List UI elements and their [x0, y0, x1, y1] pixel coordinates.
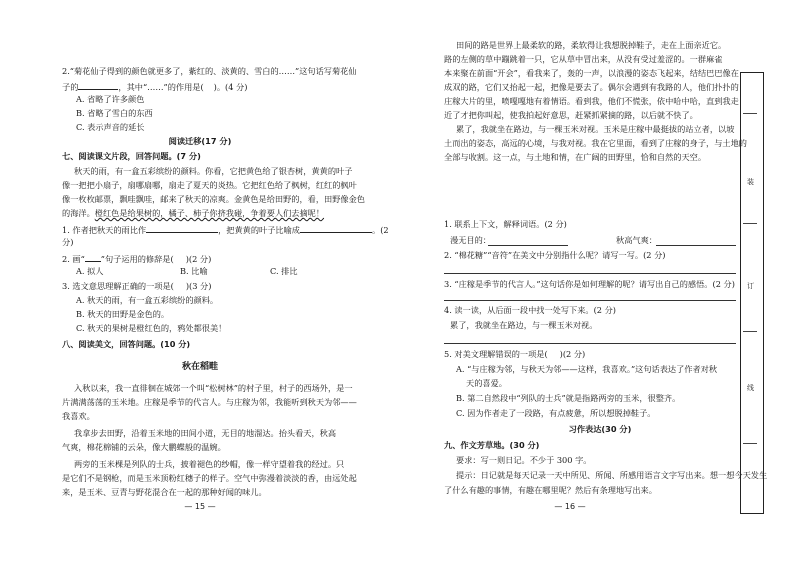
- r-q5: 5. 对美文理解错误的一项是( )(2 分): [444, 349, 586, 359]
- s9-requirement: 要求：写一则日记。不少于 300 字。: [456, 455, 592, 465]
- r-q5-option-c[interactable]: C. 因为作者走了一段路，有点疲惫，所以想脱掉鞋子。: [456, 408, 656, 418]
- essay-line: 成双的路，它们又抬起一起，把像是要去了。偶尔会遇到有我路的人，他们扑扑的: [444, 82, 739, 92]
- s7-q3-option-a[interactable]: A. 秋天的雨，有一盒五彩缤纷的颜料。: [76, 295, 219, 305]
- s7-paragraph-line: 像一枚枚邮票，飘哇飘哇，邮来了秋天的凉爽。金黄色是给田野的，看，田野像金色: [62, 194, 365, 204]
- r-q1-word2: 秋高气爽：: [616, 235, 657, 245]
- s7-q1-score: 分): [62, 237, 74, 247]
- answer-blank[interactable]: [78, 80, 118, 90]
- s9-tip-line1: 提示：日记就是每天记录一天中所见、所闻、所感用语言文字写出来。想一想今天发生: [456, 470, 768, 480]
- s7-q3: 3. 选文意思理解正确的一项是( )(3 分): [62, 281, 212, 291]
- q2-line2: 子的 ，其中“……”的作用是( )。(4 分): [62, 82, 248, 92]
- essay-line: 土而出的姿态，高远的心境，与我对视。我在它里面，看到了庄稼的身子，与土地的: [444, 138, 747, 148]
- essay-line: 片满满荡荡的玉米地。庄稼是季节的代言人。与庄稼为邻，我能听到秋天为邻——: [62, 397, 357, 407]
- answer-line[interactable]: [444, 300, 736, 301]
- q2-option-a[interactable]: A. 省略了许多颜色: [76, 94, 145, 104]
- s7-paragraph-line: 秋天的雨，有一盒五彩缤纷的颜料。你看，它把黄色给了银杏树，黄黄的叶子: [74, 166, 353, 176]
- section-9-title: 九、作文芳草地。(30 分): [444, 440, 540, 450]
- section-writing-title: 习作表达(30 分): [568, 424, 632, 434]
- answer-line[interactable]: [444, 343, 736, 344]
- page-number: — 15 —: [184, 502, 216, 511]
- essay-line: 全部与收割。这一点，与土地和情，在广阔的田野里，恰和自然的天空。: [444, 152, 707, 162]
- essay-line: 我喜欢。: [62, 411, 95, 421]
- section-8-title: 八、阅读美文，回答问题。(10 分): [62, 339, 191, 349]
- r-q2: 2. “棉花糖”“音符”在美文中分别指什么呢？请写一写。(2 分): [444, 250, 666, 260]
- binding-char: 线: [747, 384, 754, 392]
- essay-line: 田间的路是世界上最柔软的路，柔软得让我想脱掉鞋子，走在上面亲近它。: [456, 40, 727, 50]
- binding-char: 装: [747, 178, 754, 186]
- essay-line: 我拿步去田野，沿着玉米地的田间小道，无目的地溜达。抬头看天，秋高: [74, 428, 337, 438]
- r-q1: 1. 联系上下文，解释词语。(2 分): [444, 219, 567, 229]
- essay-line: 两旁的玉米棵是列队的士兵，披着褪色的纱帽，像一样守望着我的经过。只: [74, 459, 345, 469]
- answer-line[interactable]: [444, 273, 736, 274]
- essay-line: 入秋以来，我一直徘徊在城郊一个叫“松树林”的村子里，村子的西场外，是一: [74, 383, 353, 393]
- answer-line[interactable]: [488, 245, 568, 246]
- s7-q2-option-c[interactable]: C. 排比: [270, 266, 298, 276]
- s7-q1: 1. 作者把秋天的雨比作 ，把黄黄的叶子比喻成 。(2: [62, 225, 389, 235]
- binding-margin: [740, 72, 764, 514]
- r-q3: 3. “庄稼是季节的代言人。”这句话你是如何理解的呢？请写出自己的感悟。(2 分): [444, 279, 735, 289]
- essay-title: 秋在稻畦: [181, 362, 218, 372]
- q2-option-c[interactable]: C. 表示声音的延长: [76, 122, 145, 132]
- s7-paragraph-line: 的海洋。橙红色是给果树的，橘子、柿子你挤我碰，争着要人们去摘呢！: [62, 208, 325, 218]
- s7-q3-option-c[interactable]: C. 秋天的果树是橙红色的，鸦处都很美！: [76, 323, 227, 333]
- binding-char: 订: [747, 282, 754, 290]
- r-q4: 4. 读一读，从后面一段中找一处写下来。(2 分): [444, 305, 616, 315]
- s9-tip-line2: 了什么有趣的事情，有趣在哪里呢？然后有条理地写出来。: [444, 485, 657, 495]
- section-reading-title: 阅读迁移(17 分): [168, 136, 232, 146]
- underlined-sentence: 橙红色是给果树的，橘子、柿子你挤我碰，争着要人们去摘呢！: [94, 208, 325, 218]
- section-7-title: 七、阅读课文片段，回答问题。(7 分): [62, 151, 201, 161]
- essay-line: 来，是玉米、豆青与野花混合在一起的那种好闻的味儿。: [62, 487, 267, 497]
- r-q5-option-a-cont: 天的喜爱。: [466, 378, 507, 388]
- essay-line: 路的左侧的草中蹦跳着一只，它从草中冒出来，从没有受过羞涩的。一群麻雀: [444, 54, 723, 64]
- answer-line[interactable]: [656, 245, 736, 246]
- s7-q3-option-b[interactable]: B. 秋天的田野是金色的。: [76, 309, 170, 319]
- essay-line: 累了，我就坐在路边，与一棵玉米对视。玉米是庄稼中最挺拔的站立者，以坡: [456, 124, 735, 134]
- essay-line: 本来聚在前面“开会”，看我来了，轰的一声，以浪漫的姿态飞起来，结结巴巴像在: [444, 68, 739, 78]
- r-q5-option-b[interactable]: B. 第二自然段中“列队的士兵”就是指路两旁的玉米，很整齐。: [456, 393, 681, 403]
- s7-q2-option-b[interactable]: B. 比喻: [180, 266, 208, 276]
- essay-line: 庄稼大片的里，喷嘎嘎地有着情语。看到我，他们不慌张，依中哈中哈，直到我走: [444, 96, 739, 106]
- s7-paragraph-line: 像一把把小扇子，扇哪扇哪，扇走了夏天的炎热。它把红色给了枫树，红红的枫叶: [62, 180, 357, 190]
- essay-line: 气爽，棉花棉铺的云朵，像大鹏蝶般的温婉。: [62, 442, 226, 452]
- essay-line: 是它们不是钢枪，而是玉米顶粉红穗子的样子。空气中弥漫着淡淡的香，由远处起: [62, 473, 357, 483]
- page-number: — 16 —: [554, 502, 586, 511]
- essay-line: 近了才把你叫起，使我拍起好意思，赶紧抓紧摘的路，以后就不快了。: [444, 110, 698, 120]
- answer-blank[interactable]: [300, 223, 372, 233]
- r-q1-word1: 漫无目的：: [450, 235, 491, 245]
- r-q5-option-a[interactable]: A. “与庄稼为邻，与秋天为邻——这样，我喜欢。”这句话表达了作者对秋: [456, 364, 718, 374]
- s7-q2: 2. 画“ ”句子运用的修辞是( )(2 分): [62, 254, 212, 264]
- q2-option-b[interactable]: B. 省略了雪白的东西: [76, 108, 153, 118]
- q2-line1: 2.“菊花仙子得到的颜色就更多了，紫红的、淡黄的、雪白的……”这句话写菊花仙: [62, 66, 357, 76]
- r-q4-quote: 累了，我就坐在路边，与一棵玉米对视。: [450, 320, 598, 330]
- answer-blank[interactable]: [146, 223, 218, 233]
- s7-q2-option-a[interactable]: A. 拟人: [76, 266, 104, 276]
